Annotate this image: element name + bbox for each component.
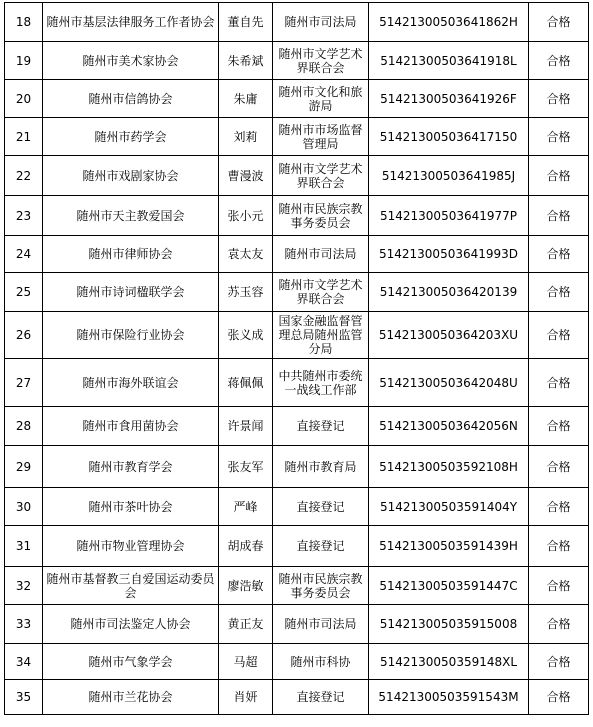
supervising-department: 随州市文学艺术界联合会 xyxy=(273,156,369,196)
row-number: 18 xyxy=(5,3,43,42)
table-row xyxy=(5,488,589,526)
credit-code: 51421300503591543M xyxy=(369,680,529,715)
organization-name: 随州市基督教三自爱国运动委员会 xyxy=(43,567,219,605)
legal-representative: 张友军 xyxy=(219,446,273,488)
credit-code: 51421300503641977P xyxy=(369,196,529,236)
table-row xyxy=(5,156,589,196)
credit-code: 51421300503591447C xyxy=(369,567,529,605)
legal-representative: 刘莉 xyxy=(219,118,273,156)
legal-representative: 马超 xyxy=(219,644,273,680)
legal-representative: 袁太友 xyxy=(219,236,273,273)
row-number: 30 xyxy=(5,488,43,526)
organization-name: 随州市教育学会 xyxy=(43,446,219,488)
organization-name: 随州市律师协会 xyxy=(43,236,219,273)
inspection-result: 合格 xyxy=(529,156,589,196)
row-number: 29 xyxy=(5,446,43,488)
organization-name: 随州市海外联谊会 xyxy=(43,359,219,407)
legal-representative: 苏玉容 xyxy=(219,273,273,312)
row-number: 19 xyxy=(5,42,43,80)
credit-code: 51421300503642056N xyxy=(369,407,529,446)
table-row xyxy=(5,359,589,407)
supervising-department: 随州市市场监督管理局 xyxy=(273,118,369,156)
inspection-result: 合格 xyxy=(529,359,589,407)
organization-name: 随州市基层法律服务工作者协会 xyxy=(43,3,219,42)
organization-name: 随州市气象学会 xyxy=(43,644,219,680)
organization-name: 随州市食用菌协会 xyxy=(43,407,219,446)
supervising-department: 随州市文学艺术界联合会 xyxy=(273,273,369,312)
credit-code: 51421300503642013​9 xyxy=(369,273,529,312)
supervising-department: 直接登记 xyxy=(273,680,369,715)
row-number: 26 xyxy=(5,312,43,359)
inspection-result: 合格 xyxy=(529,42,589,80)
row-number: 21 xyxy=(5,118,43,156)
credit-code: 51421300503642048U xyxy=(369,359,529,407)
credit-code: 51421300503641926F xyxy=(369,80,529,118)
table-row xyxy=(5,236,589,273)
row-number: 34 xyxy=(5,644,43,680)
supervising-department: 国家金融监督管理总局随州监管分局 xyxy=(273,312,369,359)
table-row xyxy=(5,407,589,446)
inspection-result: 合格 xyxy=(529,273,589,312)
credit-code: 51421300503641993D xyxy=(369,236,529,273)
supervising-department: 随州市司法局 xyxy=(273,236,369,273)
table-row xyxy=(5,680,589,715)
supervising-department: 随州市司法局 xyxy=(273,3,369,42)
legal-representative: 曹漫波 xyxy=(219,156,273,196)
legal-representative: 许景闻 xyxy=(219,407,273,446)
inspection-result: 合格 xyxy=(529,118,589,156)
legal-representative: 张小元 xyxy=(219,196,273,236)
table-row xyxy=(5,3,589,42)
supervising-department: 随州市民族宗教事务委员会 xyxy=(273,196,369,236)
legal-representative: 董自先 xyxy=(219,3,273,42)
row-number: 24 xyxy=(5,236,43,273)
supervising-department: 随州市科协 xyxy=(273,644,369,680)
table-body xyxy=(5,3,589,715)
legal-representative: 张义成 xyxy=(219,312,273,359)
legal-representative: 廖浩敏 xyxy=(219,567,273,605)
table-row xyxy=(5,644,589,680)
row-number: 35 xyxy=(5,680,43,715)
row-number: 23 xyxy=(5,196,43,236)
supervising-department: 随州市民族宗教事务委员会 xyxy=(273,567,369,605)
table-row xyxy=(5,605,589,644)
inspection-result: 合格 xyxy=(529,488,589,526)
supervising-department: 随州市教育局 xyxy=(273,446,369,488)
row-number: 32 xyxy=(5,567,43,605)
credit-code: 51421300503592108H xyxy=(369,446,529,488)
organization-name: 随州市司法鉴定人协会 xyxy=(43,605,219,644)
table-row xyxy=(5,526,589,567)
inspection-result: 合格 xyxy=(529,567,589,605)
inspection-result: 合格 xyxy=(529,80,589,118)
organization-name: 随州市茶叶协会 xyxy=(43,488,219,526)
credit-code: 51421300503641715​0 xyxy=(369,118,529,156)
row-number: 22 xyxy=(5,156,43,196)
inspection-result: 合格 xyxy=(529,312,589,359)
legal-representative: 黄正友 xyxy=(219,605,273,644)
row-number: 20 xyxy=(5,80,43,118)
legal-representative: 朱庸 xyxy=(219,80,273,118)
credit-code: 51421300503591404Y xyxy=(369,488,529,526)
inspection-result: 合格 xyxy=(529,605,589,644)
table-row xyxy=(5,196,589,236)
credit-code: 5142130050359148XL xyxy=(369,644,529,680)
supervising-department: 直接登记 xyxy=(273,526,369,567)
inspection-result: 合格 xyxy=(529,3,589,42)
supervising-department: 随州市文化和旅游局 xyxy=(273,80,369,118)
organization-name: 随州市戏剧家协会 xyxy=(43,156,219,196)
table-row xyxy=(5,567,589,605)
credit-code: 51421300503641918L xyxy=(369,42,529,80)
row-number: 28 xyxy=(5,407,43,446)
organization-name: 随州市美术家协会 xyxy=(43,42,219,80)
organization-name: 随州市信鸽协会 xyxy=(43,80,219,118)
organization-name: 随州市物业管理协会 xyxy=(43,526,219,567)
credit-code: 51421300503641862H xyxy=(369,3,529,42)
inspection-result: 合格 xyxy=(529,446,589,488)
supervising-department: 中共随州市委统一战线工作部 xyxy=(273,359,369,407)
supervising-department: 直接登记 xyxy=(273,488,369,526)
credit-code: 51421300503641985J xyxy=(369,156,529,196)
registration-table xyxy=(4,2,589,715)
inspection-result: 合格 xyxy=(529,236,589,273)
inspection-result: 合格 xyxy=(529,680,589,715)
table-row xyxy=(5,118,589,156)
inspection-result: 合格 xyxy=(529,526,589,567)
table-row xyxy=(5,42,589,80)
legal-representative: 蒋佩佩 xyxy=(219,359,273,407)
row-number: 31 xyxy=(5,526,43,567)
supervising-department: 随州市文学艺术界联合会 xyxy=(273,42,369,80)
row-number: 27 xyxy=(5,359,43,407)
organization-name: 随州市兰花协会 xyxy=(43,680,219,715)
table-row xyxy=(5,446,589,488)
row-number: 25 xyxy=(5,273,43,312)
organization-name: 随州市保险行业协会 xyxy=(43,312,219,359)
organization-name: 随州市药学会 xyxy=(43,118,219,156)
supervising-department: 随州市司法局 xyxy=(273,605,369,644)
inspection-result: 合格 xyxy=(529,407,589,446)
legal-representative: 严峰 xyxy=(219,488,273,526)
legal-representative: 肖妍 xyxy=(219,680,273,715)
credit-code: 5142130050359150​08 xyxy=(369,605,529,644)
table-row xyxy=(5,80,589,118)
inspection-result: 合格 xyxy=(529,644,589,680)
legal-representative: 胡成春 xyxy=(219,526,273,567)
organization-name: 随州市诗词楹联学会 xyxy=(43,273,219,312)
credit-code: 51421300503591439H xyxy=(369,526,529,567)
organization-name: 随州市天主教爱国会 xyxy=(43,196,219,236)
credit-code: 514213005036420​3XU xyxy=(369,312,529,359)
table-row xyxy=(5,273,589,312)
supervising-department: 直接登记 xyxy=(273,407,369,446)
row-number: 33 xyxy=(5,605,43,644)
table-row xyxy=(5,312,589,359)
legal-representative: 朱希斌 xyxy=(219,42,273,80)
inspection-result: 合格 xyxy=(529,196,589,236)
